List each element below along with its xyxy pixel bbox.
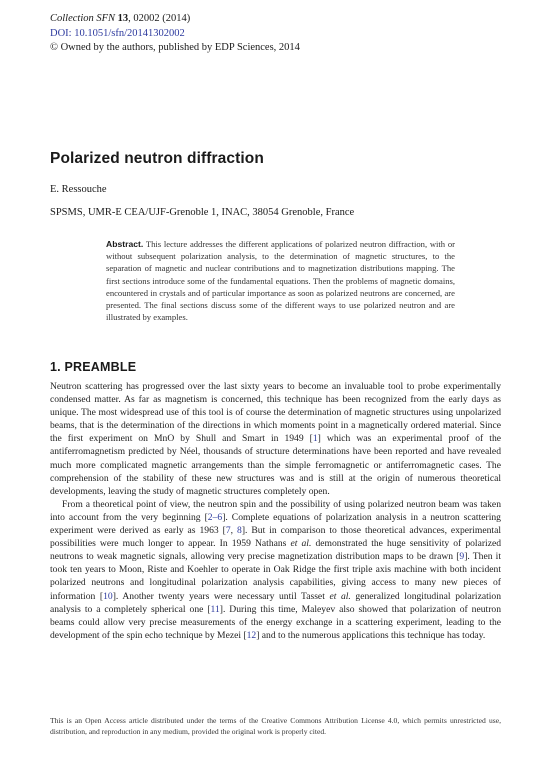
paragraph-1 [50, 380, 501, 498]
citation-link[interactable]: 10 [103, 590, 113, 602]
text-run: generalized longitudinal polarization analysis to a completely spherical one [ [50, 590, 502, 615]
et-al: et al. [329, 590, 351, 602]
citation-link[interactable]: 12 [246, 629, 257, 641]
journal-name: Collection SFN [50, 13, 116, 24]
text-run: ]. Another twenty years were necessary until Tasset [112, 590, 330, 602]
text-run: Neutron scattering has progressed over the last sixty years to become an invaluable tool to probe experimentally condensed matter. As far as magnetism is concerned, this technique has been recognized from the early days as unique. The most widespread use of this tool is of course the determination of magnetic structures using unpolarized beams, that is the determination of the directions in which moments point in a magnetically ordered material. Since the first experiment on MnO by Shull and Smart in 1949 [ [50, 381, 501, 445]
text-run: ] and to the numerous applications this technique has today. [256, 629, 486, 641]
journal-volume: 13 [117, 13, 129, 24]
citation-link[interactable]: 1 [312, 433, 318, 445]
doi-link[interactable]: DOI: 10.1051/sfn/20141302002 [50, 27, 185, 39]
text-run: From a theoretical point of view, the neutron spin and the possibility of using polarized neutron beam was taken into account from the very beginning [ [50, 498, 501, 523]
citation-link[interactable]: 11 [210, 603, 220, 615]
abstract [106, 238, 455, 323]
doi-line [50, 27, 300, 42]
copyright-line: © Owned by the authors, published by EDP Sciences, 2014 [50, 42, 300, 53]
citation-link[interactable]: 9 [459, 551, 465, 563]
article-number: , 02002 (2014) [128, 13, 191, 24]
text-run: , [230, 525, 238, 537]
author-name: E. Ressouche [50, 184, 107, 195]
text-run: ]. Then it took ten years to Moon, Riste and Koehler to operate in Oak Ridge the first triple axis machine with both incident polarized neutrons and longitudinal polarization analysis capabilities, giving access to many new pieces of information [ [50, 551, 501, 602]
text-run: ]. During this time, Maleyev also showed that polarization of neutron beams could allow very precise measurements of the energy exchange in a scattering experiment, leading to the development of the spin echo technique by Mezei [ [50, 603, 501, 641]
citation-link[interactable]: 7 [225, 525, 231, 537]
section-body [50, 380, 501, 642]
text-run: ]. But in comparison to those theoretical advances, experimental possibilities were much longer to appear. In 1959 Nathans [50, 525, 502, 550]
et-al: et al. [290, 538, 312, 550]
text-run: ] which was an experimental proof of the antiferromagnetism predicted by Néel, thousands of structure determinations have been reported and have revealed much more complicated magnetic arrangements than the simple ferromagnetic or antiferromagnetic cases. The comprehension of the stability of these new structures was and is still at the origin of numerous theoretical developments, leaving the study of magnetic structures completely open. [50, 433, 501, 497]
abstract-text: This lecture addresses the different applications of polarized neutron diffraction, with or without subsequent polarization analysis, to the determination of magnetic structures, to the separation of magnetic and nuclear contributions and to magnetization distributions mapping. The first sections introduce some of the fundamental equations. Then the problems of magnetic domains, encountered in crystals and of particular importance as soon as polarized neutrons are concerned, are presented. The final sections discuss some of the different ways to use polarized neutron and are illustrated by examples. [106, 239, 455, 323]
text-run: demonstrated the huge sensitivity of polarized neutrons to weak magnetic signals, allowing very precise magnetization distribution maps to be drawn [ [50, 538, 502, 563]
journal-header [50, 12, 300, 56]
abstract-label: Abstract. [106, 239, 144, 249]
section-heading-preamble: 1. PREAMBLE [50, 360, 137, 374]
open-access-footnote: This is an Open Access article distributed under the terms of the Creative Commons Attribution License 4.0, which permits unrestricted use, distribution, and reproduction in any medium, provided the original work is properly cited. [50, 716, 501, 736]
text-run: ]. Complete equations of polarization analysis in a neutron scattering experiment were derived as early as 1963 [ [50, 511, 501, 537]
citation-line [50, 12, 300, 27]
citation-link[interactable]: 8 [237, 525, 242, 537]
paragraph-2 [50, 498, 501, 642]
paper-title: Polarized neutron diffraction [50, 150, 264, 167]
author-affiliation: SPSMS, UMR-E CEA/UJF-Grenoble 1, INAC, 38054 Grenoble, France [50, 207, 355, 218]
citation-link[interactable]: 2–6 [207, 511, 223, 523]
